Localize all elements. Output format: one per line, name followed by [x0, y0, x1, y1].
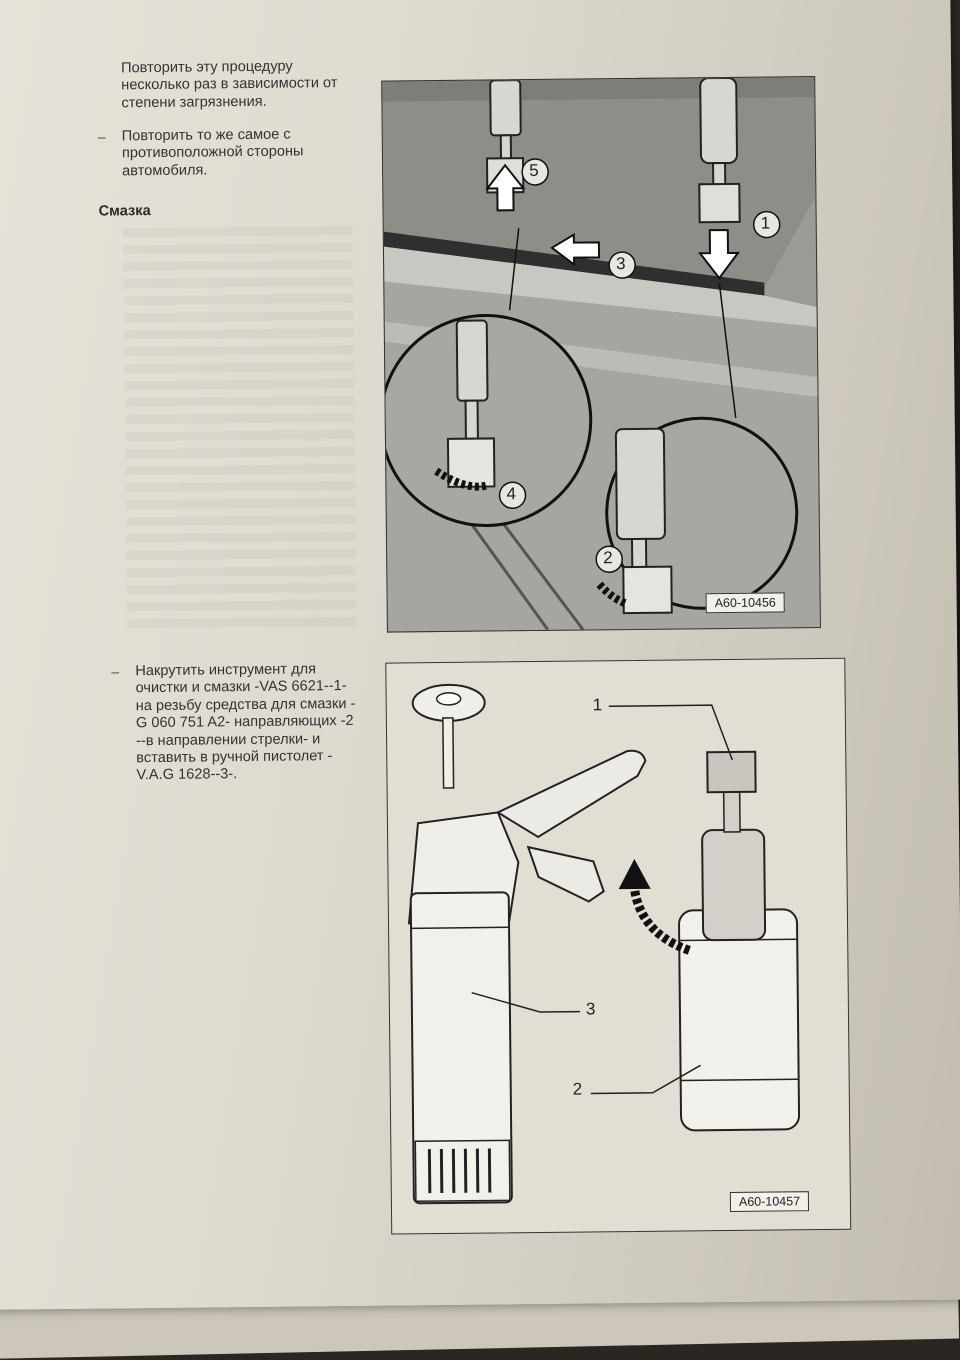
callout-3: 3 — [616, 254, 626, 274]
text-line: противоположной стороны — [122, 144, 304, 163]
section-title: Смазка — [98, 203, 150, 221]
show-through-text — [123, 226, 357, 628]
text-line: автомобиля. — [122, 161, 304, 180]
text-line: степени загрязнения. — [121, 93, 337, 113]
figure-door-track-cleaning — [381, 76, 821, 633]
figure-1-illustration — [382, 77, 820, 631]
tool-handle-right — [698, 78, 740, 222]
callout-1: 1 — [761, 214, 771, 234]
text-line: Повторить эту процедуру — [121, 58, 337, 78]
text-line: очистки и смазки -VAS 6621--1- — [135, 678, 355, 698]
callout-1: 1 — [593, 695, 603, 715]
text-line: несколько раз в зависимости от — [121, 75, 337, 95]
text-line: Повторить то же самое с — [122, 126, 304, 145]
figure-code: A60-10457 — [730, 1191, 809, 1212]
callout-5: 5 — [529, 161, 539, 181]
text-line: G 060 751 A2- направляющих -2 — [136, 713, 356, 733]
callout-2: 2 — [603, 548, 613, 568]
step-repeat-procedure — [121, 58, 338, 112]
text-line: V.A.G 1628--3-. — [136, 765, 356, 785]
step-repeat-other-side — [122, 126, 304, 180]
rotate-arrow-icon — [618, 859, 650, 889]
text-line: --в направлении стрелки- и — [136, 731, 356, 751]
text-line: на резьбу средства для смазки - — [136, 696, 356, 716]
text-line: Накрутить инструмент для — [135, 661, 355, 681]
figure-grease-gun — [385, 658, 851, 1235]
list-dash: – — [98, 128, 106, 144]
callout-2: 2 — [573, 1080, 583, 1100]
step-attach-tool — [135, 661, 356, 785]
figure-code: A60-10456 — [706, 592, 785, 613]
text-line: вставить в ручной пистолет - — [136, 748, 356, 768]
callout-3: 3 — [586, 999, 596, 1019]
list-dash: – — [111, 663, 119, 679]
figure-2-illustration — [386, 659, 850, 1234]
callout-4: 4 — [506, 484, 516, 504]
